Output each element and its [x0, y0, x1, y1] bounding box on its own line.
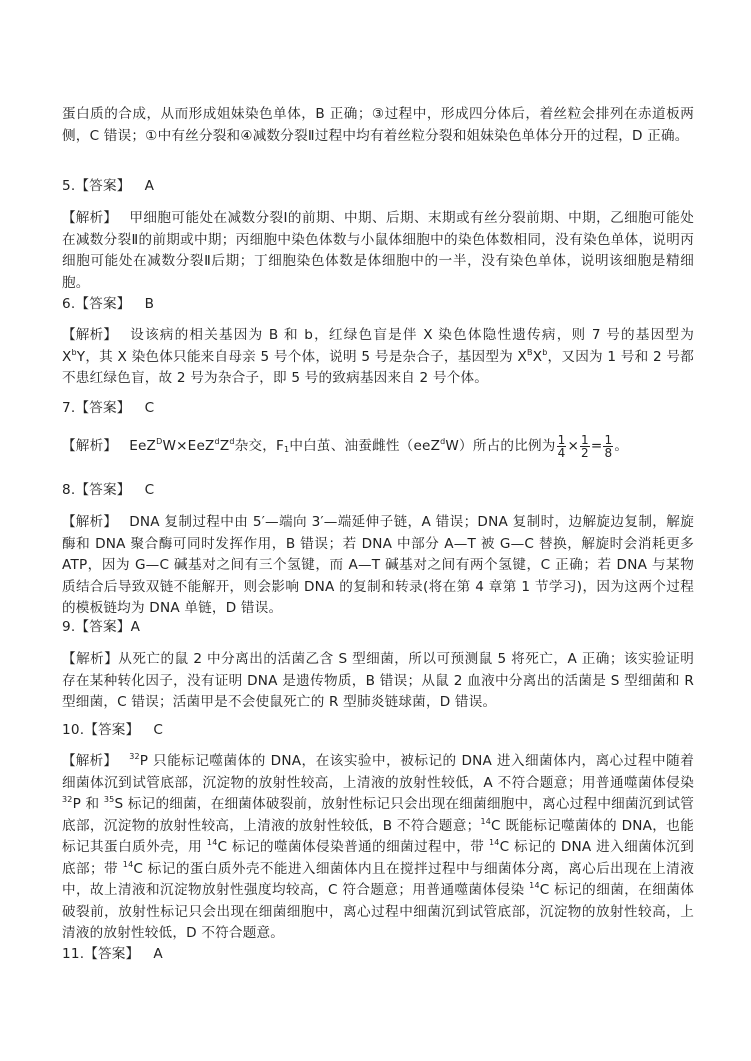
superscript: 32 [129, 752, 140, 761]
superscript: b [71, 347, 77, 357]
formula-text: 杂交，F [234, 438, 285, 454]
question-number: 8. [62, 482, 76, 498]
answer-label: 【答案】 [75, 296, 131, 312]
superscript: d [229, 437, 235, 446]
explanation-text: 甲细胞可能处在减数分裂Ⅰ的前期、中期、后期、末期或有丝分裂前期、中期，乙细胞可能处在减数分裂Ⅱ的前期或中期；丙细胞中染色体数与小鼠体细胞中的染色体数相同，没有染色单体，说明丙细胞可能处在减数分裂Ⅱ后期；丁细胞染色体数是体细胞中的一半，没有染色单体，说明该细胞是精细胞。 [62, 210, 694, 291]
answer-label: 【答案】 [75, 482, 131, 498]
explanation-label: 【解析】 [62, 438, 118, 454]
subscript: 1 [284, 445, 290, 454]
superscript: 14 [489, 838, 500, 847]
explanation-9 [62, 649, 694, 714]
explanation-7 [62, 432, 694, 460]
explanation-text: S 标记的细菌，在细菌体破裂前，放射性标记只会出现在细菌细胞中，离心过程中细菌沉到试管底部，沉淀物的放射性较高，上清液的放射性较低，B 不符合题意； [62, 796, 694, 834]
answer-label: 【答案】 [84, 722, 140, 738]
superscript: 14 [122, 859, 134, 869]
answer-line-5 [62, 176, 694, 198]
explanation-label: 【解析】 [62, 651, 119, 667]
superscript: d [214, 437, 220, 446]
explanation-5 [62, 208, 694, 294]
answer-line-6 [62, 294, 694, 316]
explanation-text: Y，其 X 染色体只能来自母亲 5 号个体，说明 5 号是杂合子，基因型为 X [76, 348, 528, 365]
formula-text: EeZ [129, 438, 157, 454]
superscript: 35 [103, 795, 115, 804]
explanation-label: 【解析】 [62, 210, 118, 226]
answer-value: A [130, 619, 141, 635]
question-number: 11. [62, 946, 85, 962]
answer-value: C [144, 400, 155, 416]
answer-line-9 [62, 617, 694, 639]
answer-label: 【答案】 [75, 619, 131, 635]
answer-line-11 [62, 944, 694, 966]
superscript: d [440, 437, 446, 446]
explanation-text: C 标记的细菌，在细菌体破裂前，放射性标记只会出现在细菌细胞中，离心过程中细菌沉到试管底部，沉淀物的放射性较高，上清液的放射性较低，D 不符合题意。 [62, 882, 694, 941]
intro-paragraph: 蛋白质的合成，从而形成姐妹染色单体，B 正确；③过程中，形成四分体后，着丝粒会排列在赤道板两侧，C 错误；①中有丝分裂和④减数分裂Ⅱ过程中均有着丝粒分裂和姐妹染色单体分开的过程，D 正确。 [62, 106, 694, 144]
superscript: 14 [206, 838, 218, 847]
explanation-label: 【解析】 [62, 327, 118, 343]
explanation-text: C 标记的噬菌体侵染普通的细菌过程中，带 [217, 839, 489, 855]
superscript: 14 [529, 881, 540, 890]
explanation-text: P 只能标记噬菌体的 DNA，在该实验中，被标记的 DNA 进入细菌体内，离心过程中随着细菌体沉到试管底部，沉淀物的放射性较高，上清液的放射性较低，A 不符合题意；用普通噬菌体侵染 [62, 753, 694, 791]
explanation-8 [62, 512, 694, 620]
explanation-6 [62, 325, 694, 390]
explanation-text: DNA 复制过程中由 5′—端向 3′—端延伸子链，A 错误；DNA 复制时，边解旋边复制，解旋酶和 DNA 聚合酶可同时发挥作用，B 错误；若 DNA 中部分 A—T 被 G—C 替换，解旋时会消耗更多 ATP，因为 G—C 碱基对之间有三个氢键，而 A—T 碱基对之间有两个氢键，C 正确；若 DNA 与某物质结合后导致双链不能解开，则会影响 DNA 的复制和转录(将在第 4 章第 1 节学习)，因为这两个过程的模板链均为 DNA 单链，D 错误。 [62, 514, 694, 616]
question-number: 9. [62, 619, 76, 635]
answer-value: C [153, 722, 164, 738]
question-number: 7. [62, 400, 76, 416]
answer-value: B [144, 296, 155, 312]
question-number: 6. [62, 296, 76, 312]
superscript: 14 [480, 816, 492, 826]
answer-label: 【答案】 [75, 400, 131, 416]
answer-label: 【答案】 [84, 946, 140, 962]
explanation-text: C 标记的蛋白质外壳不能进入细菌体内且在搅拌过程中与细菌体分离，离心后出现在上清液中，故上清液和沉淀物放射性强度均较高，C 符合题意；用普通噬菌体侵染 [62, 860, 694, 898]
superscript: b [542, 347, 548, 357]
explanation-10 [62, 751, 694, 945]
explanation-text: P 和 [72, 796, 104, 812]
question-number: 10. [62, 722, 85, 738]
formula-text: Z [219, 438, 230, 454]
operator: = [590, 438, 603, 454]
answer-value: A [153, 946, 163, 962]
explanation-text: ，又因为 1 号和 2 号都不患红绿色盲，故 2 号为杂合子，即 5 号的致病基因来自 2 号个体。 [62, 348, 694, 386]
answer-label: 【答案】 [75, 178, 131, 194]
operator: × [567, 438, 580, 454]
explanation-label: 【解析】 [62, 753, 118, 769]
fraction: $\frac{1}{4}$ [557, 432, 566, 460]
fraction: $\frac{1}{8}$ [604, 432, 613, 460]
explanation-label: 【解析】 [62, 514, 118, 530]
answer-line-8 [62, 480, 694, 502]
answer-line-7 [62, 398, 694, 420]
punctuation: 。 [614, 438, 629, 454]
formula-text: 中白茧、油蚕雌性（eeZ [289, 438, 441, 454]
fraction: $\frac{1}{2}$ [581, 432, 589, 460]
explanation-text: C 标记的 DNA 进入细菌体沉到底部；带 [62, 839, 694, 877]
explanation-text: 从死亡的鼠 2 中分离出的活菌乙含 S 型细菌，所以可预测鼠 5 将死亡，A 正确；该实验证明存在某种转化因子，没有证明 DNA 是遗传物质，B 错误；从鼠 2 血液中分离出的活菌是 S 型细菌和 R 型细菌，C 错误；活菌甲是不会使鼠死亡的 R 型肺炎链球菌，D 错误。 [62, 651, 694, 710]
explanation-text: C 既能标记噬菌体的 DNA，也能标记其蛋白质外壳，用 [62, 817, 694, 855]
explanation-text: 设该病的相关基因为 B 和 b，红绿色盲是伴 X 染色体隐性遗传病，则 7 号的基因型为 X [62, 327, 694, 365]
superscript: 32 [62, 795, 73, 804]
superscript: D [156, 437, 163, 446]
formula-text: W）所占的比例为 [445, 438, 556, 454]
answer-value: C [144, 482, 155, 498]
explanation-text: X [532, 348, 543, 365]
answer-value: A [144, 178, 155, 194]
question-number: 5. [62, 178, 76, 194]
superscript: B [527, 347, 533, 357]
formula-text: W×EeZ [162, 438, 215, 454]
answer-line-10 [62, 720, 694, 742]
